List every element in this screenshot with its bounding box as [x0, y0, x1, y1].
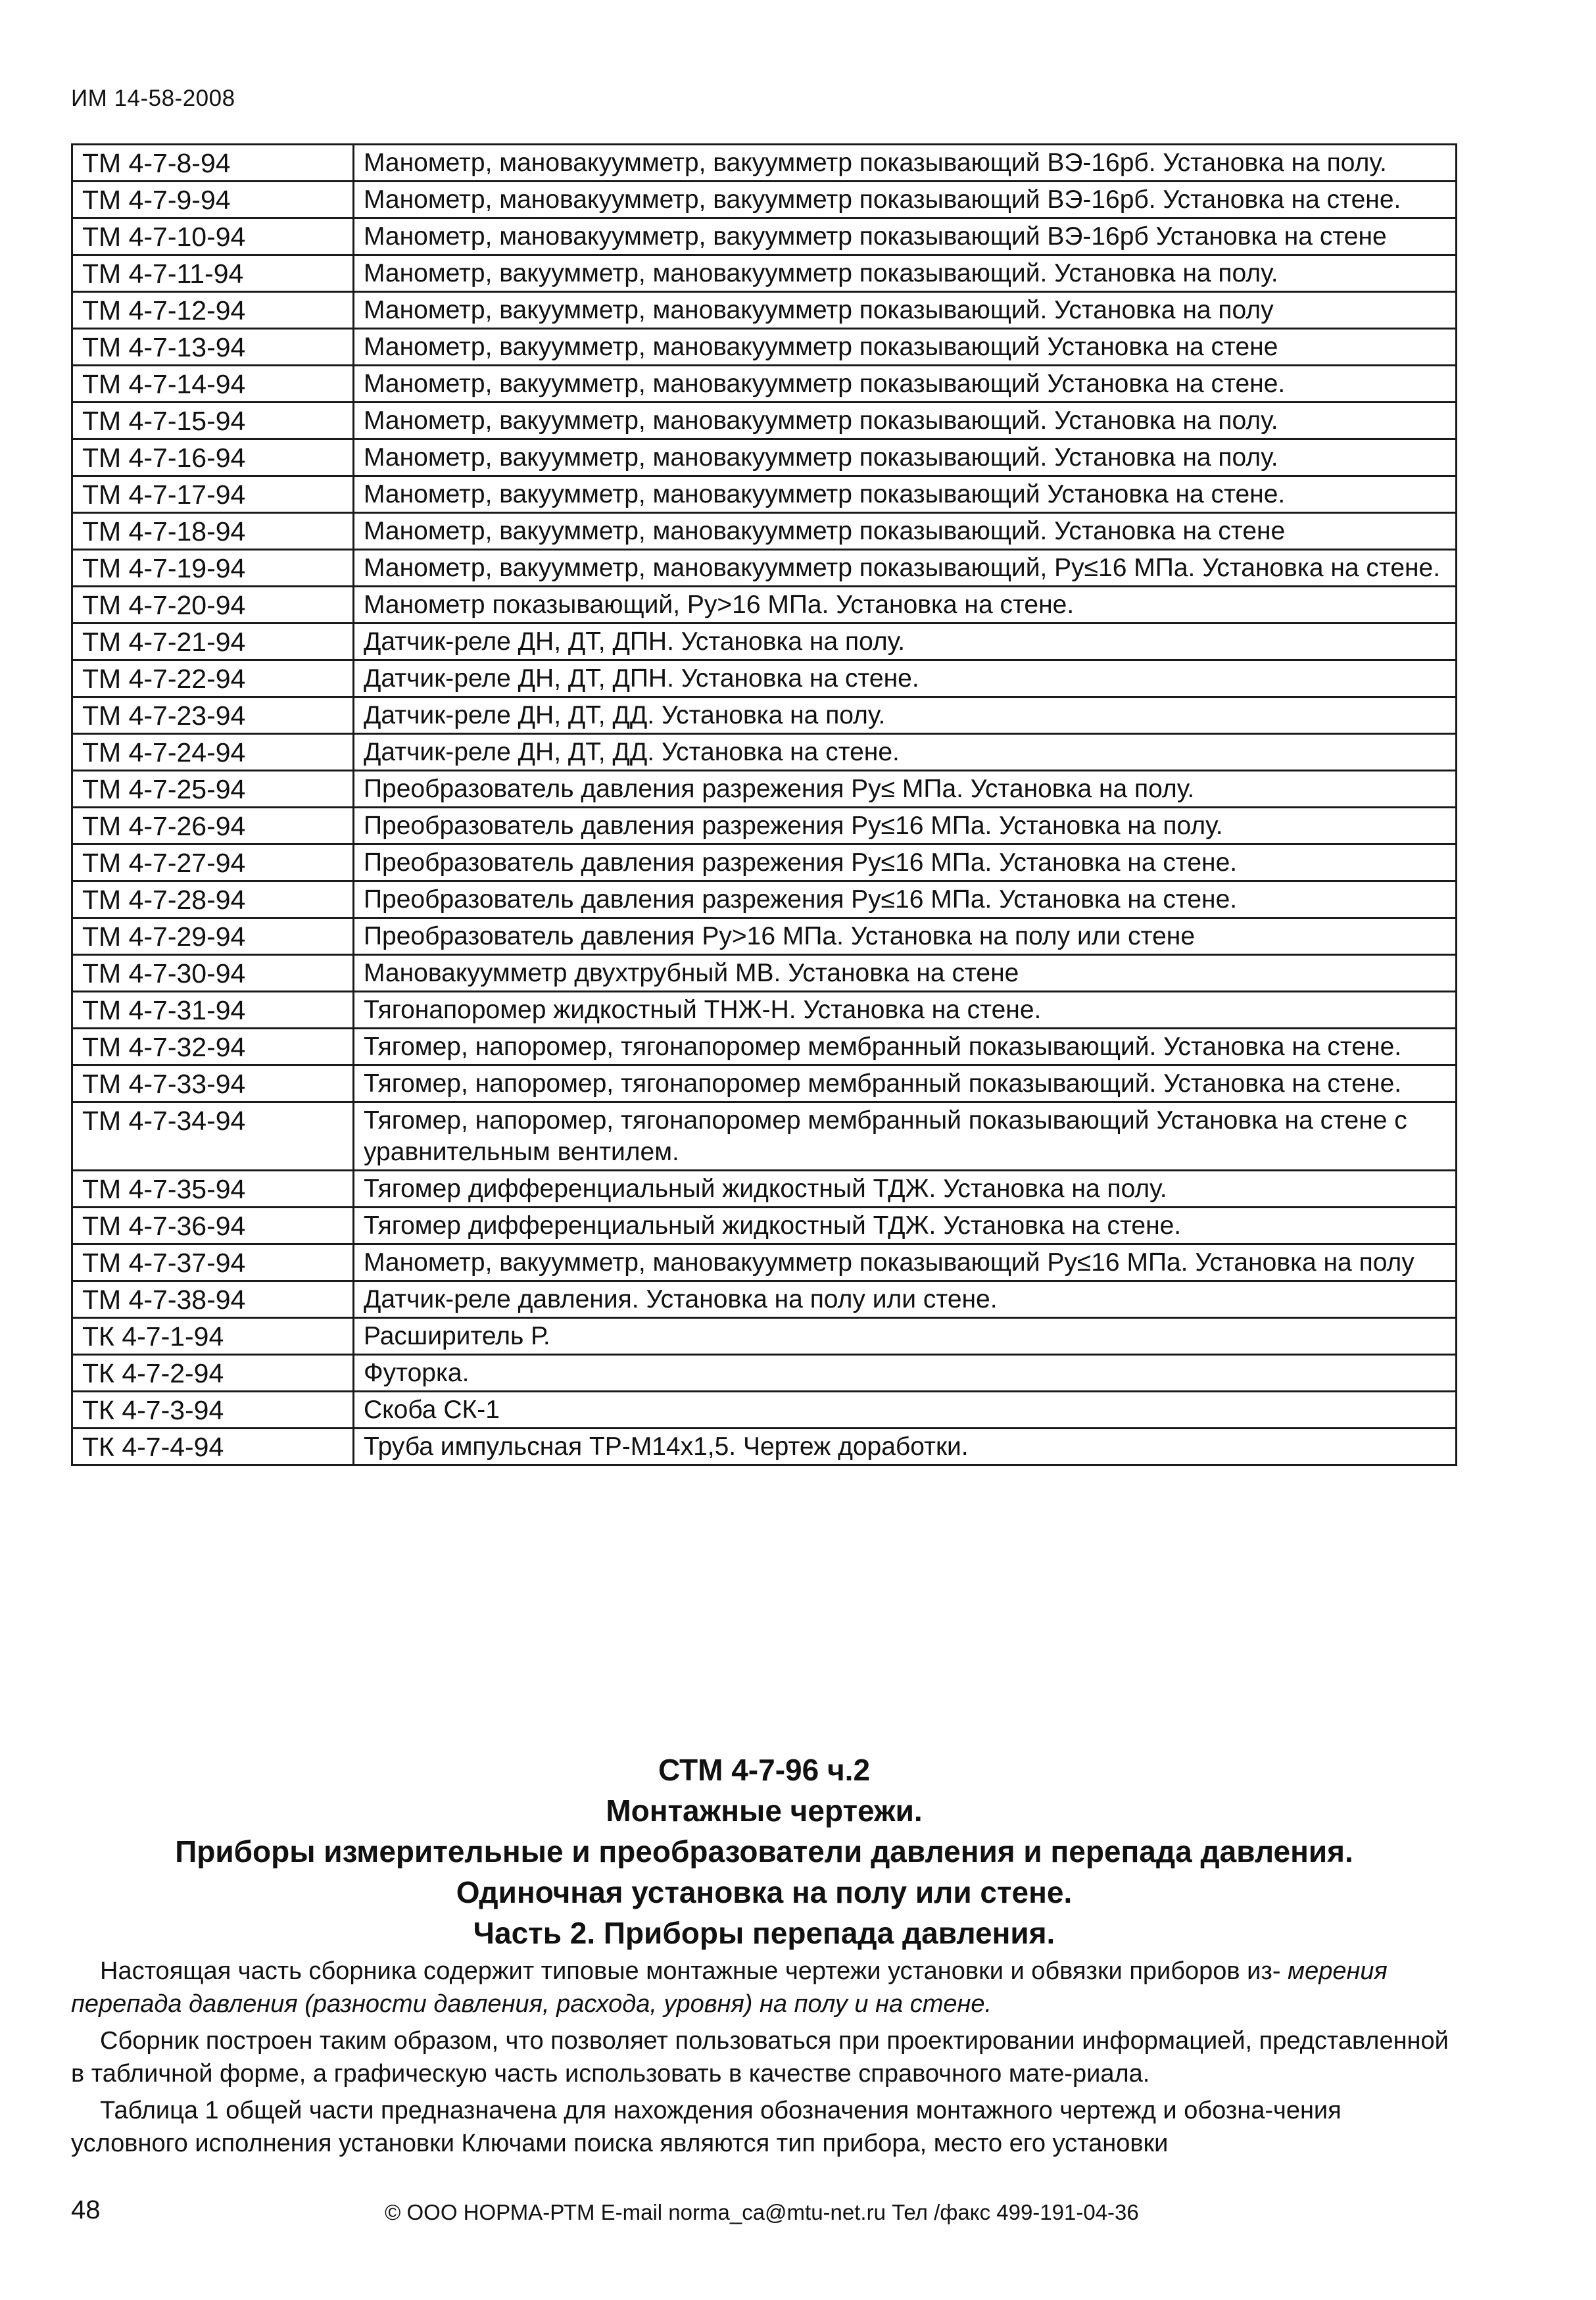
drawing-description: Преобразователь давления разрежения Pу≤16 МПа. Установка на стене. — [354, 881, 1457, 918]
drawing-code: ТМ 4-7-8-94 — [72, 145, 354, 182]
table-row — [72, 881, 1457, 918]
paragraph-1-start: Настоящая часть сборника содержит типовые монтажные чертежи установки и обвязки приборов из- — [100, 1957, 1281, 1985]
page-number: 48 — [71, 2195, 101, 2224]
table-row — [72, 844, 1457, 881]
drawing-description: Преобразователь давления Pу>16 МПа. Установка на полу или стене — [354, 918, 1457, 955]
paragraph-1 — [71, 1955, 1457, 2020]
drawing-description: Датчик-реле давления. Установка на полу или стене. — [354, 1281, 1457, 1318]
drawing-code: ТМ 4-7-36-94 — [72, 1208, 354, 1244]
drawing-description: Преобразователь давления разрежения Pу≤16 МПа. Установка на полу. — [354, 808, 1457, 844]
drawing-code: ТМ 4-7-9-94 — [72, 182, 354, 218]
drawing-code: ТМ 4-7-18-94 — [72, 513, 354, 550]
table-row — [72, 587, 1457, 624]
drawing-code: ТМ 4-7-37-94 — [72, 1244, 354, 1281]
drawing-code: ТМ 4-7-14-94 — [72, 366, 354, 403]
drawing-code: ТМ 4-7-27-94 — [72, 844, 354, 881]
drawing-code: ТМ 4-7-30-94 — [72, 955, 354, 992]
drawing-code: ТМ 4-7-21-94 — [72, 624, 354, 660]
drawing-description: Тягомер дифференциальный жидкостный ТДЖ. Установка на стене. — [354, 1208, 1457, 1244]
drawing-description: Тягомер, напоромер, тягонапоромер мембранный показывающий. Установка на стене. — [354, 1029, 1457, 1065]
drawing-code: ТМ 4-7-32-94 — [72, 1029, 354, 1065]
drawing-description: Мановакуумметр двухтрубный МВ. Установка на стене — [354, 955, 1457, 992]
table-row — [72, 439, 1457, 476]
drawing-description: Скоба СК-1 — [354, 1392, 1457, 1429]
table-row — [72, 1244, 1457, 1281]
footer-copyright: © ООО НОРМА-РТМ E-mail norma_ca@mtu-net.ru Тел /факс 499-191-04-36 — [385, 2200, 1139, 2224]
drawing-description: Тягомер, напоромер, тягонапоромер мембранный показывающий Установка на стене с уравнительным вентилем. — [354, 1102, 1457, 1171]
table-row — [72, 1102, 1457, 1171]
table-row — [72, 255, 1457, 292]
drawing-code: ТМ 4-7-20-94 — [72, 587, 354, 624]
table-row — [72, 292, 1457, 329]
table-row — [72, 734, 1457, 771]
table-row — [72, 624, 1457, 660]
section-subtitle: Монтажные чертежи. — [606, 1794, 923, 1828]
section-installation: Одиночная установка на полу или стене. — [456, 1875, 1073, 1909]
drawing-description: Манометр, вакуумметр, мановакуумметр показывающий Установка на стене. — [354, 366, 1457, 403]
drawing-code: ТМ 4-7-33-94 — [72, 1065, 354, 1102]
drawing-description: Манометр, мановакуумметр, вакуумметр показывающий ВЭ-16рб. Установка на полу. — [354, 145, 1457, 182]
table-row — [72, 1429, 1457, 1465]
drawing-code: ТМ 4-7-31-94 — [72, 992, 354, 1029]
drawing-code: ТМ 4-7-24-94 — [72, 734, 354, 771]
paragraph-2: Сборник построен таким образом, что позволяет пользоваться при проектировании информацией, представленной в табличной форме, а графическую часть использовать в качестве справочного мате-риала. — [71, 2027, 1449, 2088]
table-row — [72, 955, 1457, 992]
drawing-code: ТМ 4-7-25-94 — [72, 771, 354, 808]
drawing-code: ТМ 4-7-28-94 — [72, 881, 354, 918]
drawing-description: Датчик-реле ДН, ДТ, ДД. Установка на стене. — [354, 734, 1457, 771]
drawing-code: ТМ 4-7-22-94 — [72, 660, 354, 697]
drawing-code: ТМ 4-7-11-94 — [72, 255, 354, 292]
drawing-description: Манометр, вакуумметр, мановакуумметр показывающий Pу≤16 МПа. Установка на полу — [354, 1244, 1457, 1281]
drawing-description: Футорка. — [354, 1355, 1457, 1392]
table-row — [72, 145, 1457, 182]
drawing-code: ТМ 4-7-13-94 — [72, 329, 354, 366]
drawing-code: ТК 4-7-1-94 — [72, 1318, 354, 1355]
drawings-table-body — [72, 145, 1457, 1465]
table-row — [72, 513, 1457, 550]
table-row — [72, 329, 1457, 366]
drawings-table — [71, 143, 1457, 1466]
table-row — [72, 1392, 1457, 1429]
drawing-description: Расширитель Р. — [354, 1318, 1457, 1355]
table-row — [72, 1318, 1457, 1355]
drawing-code: ТМ 4-7-19-94 — [72, 550, 354, 587]
drawing-code: ТМ 4-7-23-94 — [72, 697, 354, 734]
drawing-description: Манометр, вакуумметр, мановакуумметр показывающий. Установка на стене — [354, 513, 1457, 550]
drawing-code: ТМ 4-7-35-94 — [72, 1171, 354, 1208]
table-row — [72, 366, 1457, 403]
drawing-description: Манометр, вакуумметр, мановакуумметр показывающий. Установка на полу. — [354, 255, 1457, 292]
body-text — [71, 1955, 1457, 2164]
section-title: Приборы измерительные и преобразователи давления и перепада давления. — [175, 1834, 1353, 1869]
drawing-code: ТМ 4-7-34-94 — [72, 1102, 354, 1171]
drawing-description: Манометр, вакуумметр, мановакуумметр показывающий Установка на стене — [354, 329, 1457, 366]
table-row — [72, 660, 1457, 697]
table-row — [72, 1171, 1457, 1208]
drawing-code: ТМ 4-7-15-94 — [72, 403, 354, 439]
table-row — [72, 218, 1457, 255]
table-row — [72, 1355, 1457, 1392]
drawing-code: ТМ 4-7-26-94 — [72, 808, 354, 844]
table-row — [72, 808, 1457, 844]
drawing-description: Манометр, мановакуумметр, вакуумметр показывающий ВЭ-16рб Установка на стене — [354, 218, 1457, 255]
drawing-description: Тягомер, напоромер, тягонапоромер мембранный показывающий. Установка на стене. — [354, 1065, 1457, 1102]
section-heading — [71, 1749, 1457, 1953]
document-code: ИМ 14-58-2008 — [71, 86, 235, 111]
drawing-description: Манометр, вакуумметр, мановакуумметр показывающий. Установка на полу — [354, 292, 1457, 329]
drawing-description: Манометр, вакуумметр, мановакуумметр показывающий Установка на стене. — [354, 476, 1457, 513]
drawing-description: Преобразователь давления разрежения Pу≤ МПа. Установка на полу. — [354, 771, 1457, 808]
drawing-description: Тягомер дифференциальный жидкостный ТДЖ. Установка на полу. — [354, 1171, 1457, 1208]
drawing-description: Манометр, вакуумметр, мановакуумметр показывающий. Установка на полу. — [354, 403, 1457, 439]
drawing-code: ТМ 4-7-38-94 — [72, 1281, 354, 1318]
drawing-description: Манометр показывающий, Pу>16 МПа. Установка на стене. — [354, 587, 1457, 624]
drawing-description: Манометр, мановакуумметр, вакуумметр показывающий ВЭ-16рб. Установка на стене. — [354, 182, 1457, 218]
drawing-description: Труба импульсная ТР-М14х1,5. Чертеж доработки. — [354, 1429, 1457, 1465]
table-row — [72, 182, 1457, 218]
drawing-description: Датчик-реле ДН, ДТ, ДПН. Установка на стене. — [354, 660, 1457, 697]
drawing-description: Преобразователь давления разрежения Pу≤16 МПа. Установка на стене. — [354, 844, 1457, 881]
table-row — [72, 1281, 1457, 1318]
table-row — [72, 697, 1457, 734]
drawing-description: Манометр, вакуумметр, мановакуумметр показывающий, Pу≤16 МПа. Установка на стене. — [354, 550, 1457, 587]
drawing-code: ТМ 4-7-16-94 — [72, 439, 354, 476]
table-row — [72, 1208, 1457, 1244]
table-row — [72, 1065, 1457, 1102]
table-row — [72, 550, 1457, 587]
table-row — [72, 771, 1457, 808]
drawing-description: Датчик-реле ДН, ДТ, ДД. Установка на полу. — [354, 697, 1457, 734]
section-code: СТМ 4-7-96 ч.2 — [658, 1753, 871, 1787]
section-part: Часть 2. Приборы перепада давления. — [473, 1916, 1055, 1950]
table-row — [72, 476, 1457, 513]
table-row — [72, 403, 1457, 439]
table-row — [72, 1029, 1457, 1065]
drawing-code: ТК 4-7-2-94 — [72, 1355, 354, 1392]
paragraph-1-italic: мерения перепада давления (разности давления, расхода, уровня) на полу и на стене. — [71, 1957, 1388, 2018]
drawing-code: ТМ 4-7-17-94 — [72, 476, 354, 513]
drawing-code: ТМ 4-7-10-94 — [72, 218, 354, 255]
drawing-description: Датчик-реле ДН, ДТ, ДПН. Установка на полу. — [354, 624, 1457, 660]
drawing-code: ТМ 4-7-29-94 — [72, 918, 354, 955]
table-row — [72, 918, 1457, 955]
drawing-description: Тягонапоромер жидкостный ТНЖ-Н. Установка на стене. — [354, 992, 1457, 1029]
drawing-code: ТК 4-7-4-94 — [72, 1429, 354, 1465]
drawing-description: Манометр, вакуумметр, мановакуумметр показывающий. Установка на полу. — [354, 439, 1457, 476]
drawing-code: ТМ 4-7-12-94 — [72, 292, 354, 329]
paragraph-3: Таблица 1 общей части предназначена для нахождения обозначения монтажного чертежд и обозна-чения условного исполнения установки Ключами поиска являются тип прибора, место его установки — [71, 2097, 1342, 2157]
drawing-code: ТК 4-7-3-94 — [72, 1392, 354, 1429]
table-row — [72, 992, 1457, 1029]
